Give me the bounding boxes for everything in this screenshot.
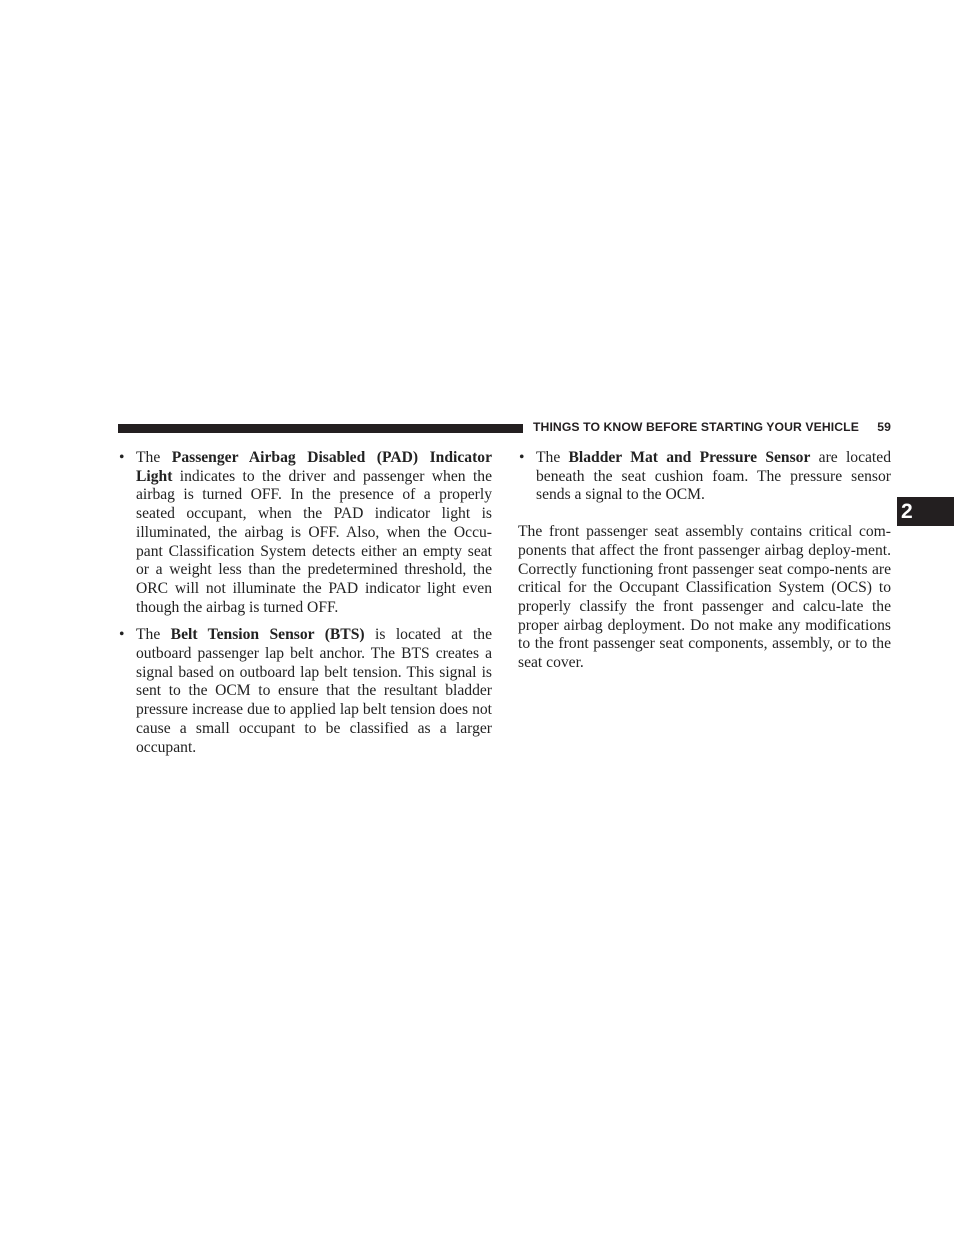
- bullet-term: Belt Tension Sensor (BTS): [170, 626, 365, 644]
- bullet-marker: •: [519, 449, 525, 466]
- right-column: [518, 449, 891, 673]
- bullet-item-pad-light: [118, 449, 492, 617]
- bullet-text: is located at the outboard passenger lap belt anchor. The BTS creates a signal based on outboard lap belt tension. This signal is sent to the OCM to ensure that the resultant bladder pressure increase due to applied lap belt tension does not cause a small occupant to be classified as a larger occupant.: [136, 626, 492, 756]
- bullet-text: are located beneath the seat cushion foam. The pressure sensor sends a signal to the OCM.: [536, 449, 891, 504]
- bullet-lead: The: [536, 449, 569, 466]
- bullet-text: indicates to the driver and passenger when the airbag is turned OFF. In the presence of a properly seated occupant, when the PAD indicator light is illuminated, the airbag is OFF. Also, when the Occu-pant Classification System detects either an empty seat or a weight less than the predetermined threshold, the ORC will not illuminate the PAD indicator light even though the airbag is turned OFF.: [136, 467, 492, 616]
- bullet-lead: The: [136, 626, 171, 644]
- bullet-term: Bladder Mat and Pressure Sensor: [568, 449, 811, 466]
- body-paragraph: The front passenger seat assembly contains critical com-ponents that affect the front passenger airbag deploy-ment. Correctly functioning front passenger seat compo-nents are critical for the Occupant Classification System (OCS) to properly classify the front passenger and calcu-late the proper airbag deployment. Do not make any modifications to the front passenger seat components, assembly, or to the seat cover.: [518, 523, 891, 672]
- bullet-marker: •: [119, 449, 125, 466]
- chapter-tab: 2: [897, 497, 954, 526]
- left-column: [118, 449, 492, 766]
- bullet-term: Passenger Airbag Disabled (PAD) Indicator Light: [136, 449, 492, 485]
- header-rule: [118, 424, 523, 433]
- section-title: THINGS TO KNOW BEFORE STARTING YOUR VEHICLE: [533, 420, 859, 434]
- bullet-item-bladder-mat: [518, 449, 891, 505]
- page-number: 59: [877, 420, 891, 434]
- bullet-marker: •: [119, 626, 125, 644]
- running-header: [533, 420, 891, 434]
- bullet-lead: The: [136, 449, 172, 466]
- bullet-item-bts: [118, 626, 492, 757]
